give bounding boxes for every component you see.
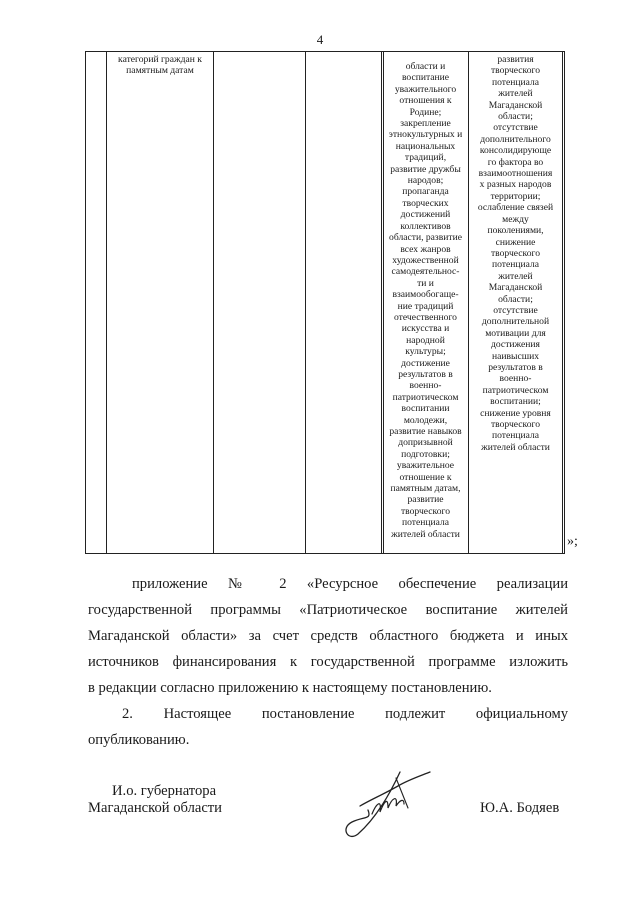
cell-line: ослабление связей <box>477 202 554 214</box>
cell-line: взаимообогаще- <box>392 289 459 301</box>
cell-line: творческого <box>400 505 451 517</box>
cell-line: национальных <box>395 140 456 152</box>
cell-line: народов; <box>407 175 444 187</box>
cell-line: отсутствие <box>493 122 538 134</box>
cell-line: уважительное <box>396 460 455 472</box>
cell-line: снижение уровня <box>480 407 551 419</box>
cell-line: подготовки; <box>401 448 450 460</box>
cell-line: категорий граждан к <box>118 54 202 65</box>
cell-line: художественной <box>392 254 459 266</box>
cell-line: всех жанров <box>400 243 451 255</box>
cell-line: достижений <box>400 209 451 221</box>
cell-line: творческих <box>402 197 449 209</box>
cell-line: традиций, <box>404 152 447 164</box>
cell-line: жителей области <box>481 441 550 453</box>
cell-line: консолидирующе <box>479 145 552 157</box>
cell-line: военно- <box>409 380 442 392</box>
cell-line: этнокультурных и <box>388 129 463 141</box>
table-col-border <box>562 51 563 554</box>
cell-line: закрепление <box>400 118 451 130</box>
cell-line: отсутствие <box>493 304 538 316</box>
table-col-border <box>106 51 107 554</box>
cell-line: потенциала <box>491 430 540 442</box>
paragraph-line: источников финансирования к государственной программе изложить <box>88 654 568 670</box>
cell-line: поколениями, <box>487 225 544 237</box>
cell-line: искусства и <box>401 323 450 335</box>
cell-line: дополнительной <box>481 316 550 328</box>
cell-line: мотивации для <box>485 327 546 339</box>
handwritten-signature <box>338 768 434 840</box>
cell-line: допризывной <box>398 437 453 449</box>
cell-line: культуры; <box>405 346 446 358</box>
cell-line: потенциала <box>401 517 450 529</box>
cell-line: Магаданской <box>488 99 543 111</box>
cell-line: снижение <box>495 236 536 248</box>
cell-line: развитие навыков <box>389 426 462 437</box>
cell-line: памятным датам <box>126 65 194 77</box>
paragraph-line: Магаданской области» за счет средств областного бюджета и иных <box>88 628 568 644</box>
cell-line: коллективов <box>400 220 451 232</box>
signatory-position: И.о. губернатора <box>112 783 217 799</box>
cell-line: творческого <box>490 419 541 430</box>
paragraph-line: опубликованию. <box>88 732 190 748</box>
page-number: 4 <box>316 32 324 47</box>
signatory-name: Ю.А. Бодяев <box>480 800 560 816</box>
cell-line: молодежи, <box>403 414 448 426</box>
cell-line: военно- <box>499 373 532 385</box>
signatory-region: Магаданской области <box>88 800 222 816</box>
cell-line: развитие <box>407 494 444 506</box>
table-col-border <box>381 51 382 554</box>
cell-line: взаимоотношения <box>478 168 553 180</box>
cell-line: ние традиций <box>397 300 454 312</box>
paragraph-line: в редакции согласно приложению к настоящему постановлению. <box>88 680 492 696</box>
table-col-border <box>213 51 214 554</box>
cell-line: потенциала <box>491 259 540 271</box>
paragraph-line: 2. Настоящее постановление подлежит официальному <box>122 706 568 722</box>
continuation-table <box>85 51 564 554</box>
cell-line: области; <box>498 111 533 123</box>
cell-line: х разных народов <box>479 179 552 191</box>
cell-line: народной <box>406 334 445 346</box>
cell-line: области; <box>498 293 533 305</box>
table-top-border <box>85 51 564 52</box>
cell-line: Родине; <box>409 106 442 118</box>
cell-line: наивысших <box>491 350 540 362</box>
table-cell-category <box>107 54 213 77</box>
cell-line: развитие дружбы <box>390 163 461 175</box>
cell-line: территории; <box>490 190 541 202</box>
cell-line: памятным датам, <box>390 483 461 495</box>
cell-line: пропаганда <box>402 186 449 198</box>
cell-line: творческого <box>490 247 541 259</box>
cell-line: самодеятельнос- <box>391 266 460 278</box>
cell-line: результатов в <box>398 368 453 380</box>
table-col-border <box>85 51 86 554</box>
cell-line: ти и <box>417 277 434 289</box>
cell-line: отношения к <box>399 95 452 107</box>
cell-line: жителей <box>498 88 533 100</box>
cell-line: достижение <box>401 357 450 369</box>
cell-line: дополнительного <box>480 133 551 145</box>
cell-line: жителей <box>498 270 533 282</box>
paragraph-line: государственной программы «Патриотическое воспитание жителей <box>88 602 568 618</box>
table-col-border <box>305 51 306 554</box>
cell-line: уважительного <box>394 83 457 95</box>
cell-line: патриотическом <box>482 384 549 396</box>
cell-line: результатов в <box>488 361 543 373</box>
cell-line: развития <box>497 54 534 65</box>
cell-line: воспитании <box>401 403 450 415</box>
table-bottom-border <box>85 553 564 554</box>
cell-line: воспитании; <box>490 396 541 408</box>
cell-line: отечественного <box>394 311 457 323</box>
paragraph-line: приложение № 2 «Ресурсное обеспечение реализации <box>132 576 568 592</box>
cell-line: го фактора во <box>487 156 544 168</box>
table-cell-expected-results <box>383 61 468 540</box>
cell-line: потенциала <box>491 76 540 88</box>
cell-line: творческого <box>490 65 541 77</box>
cell-line: отношение к <box>399 471 452 483</box>
cell-line: между <box>502 213 529 225</box>
cell-line: воспитание <box>401 72 450 84</box>
closing-quote: »; <box>567 534 578 549</box>
cell-line: достижения <box>491 339 540 351</box>
cell-line: области и <box>405 61 446 72</box>
table-col-border <box>564 51 565 554</box>
table-cell-risks <box>469 54 562 453</box>
cell-line: жителей области <box>391 528 460 540</box>
cell-line: патриотическом <box>392 391 459 403</box>
cell-line: Магаданской <box>488 282 543 294</box>
cell-line: области, развитие <box>389 232 462 244</box>
